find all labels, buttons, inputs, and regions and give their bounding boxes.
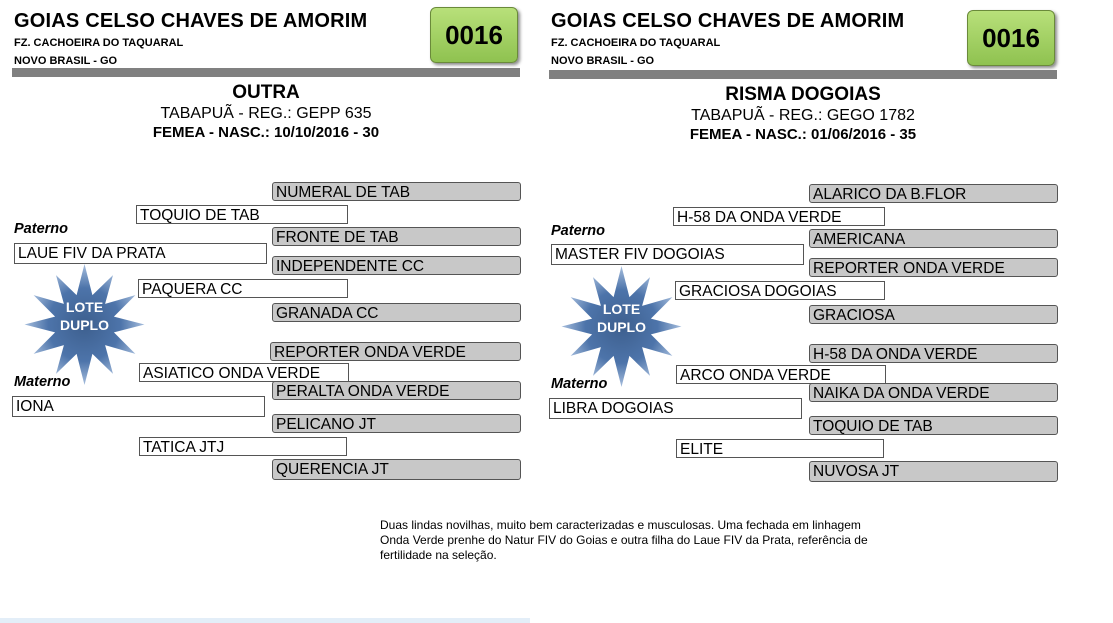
badge-line-1: LOTE <box>602 301 641 317</box>
description-text: Duas lindas novilhas, muito bem caracterizadas e musculosas. Uma fechada em linhagem Onda Verde prenhe do Natur FIV do Goias e outra filha do Laue FIV da Prata, referência de fertilidade na seleção. <box>380 518 868 562</box>
ggp-4: GRACIOSA <box>809 305 1058 324</box>
badge-line-2: DUPLO <box>597 319 646 335</box>
animal-name: OUTRA <box>232 82 300 103</box>
animal-card-left <box>12 0 532 500</box>
divider-bar <box>12 68 520 77</box>
ggp-6: PERALTA ONDA VERDE <box>272 381 521 400</box>
divider-bar <box>549 70 1057 79</box>
sire-dam: PAQUERA CC <box>138 279 348 298</box>
animal-card-right <box>549 0 1069 500</box>
animal-sex-birth: FEMEA - NASC.: 10/10/2016 - 30 <box>152 124 380 141</box>
lot-number-badge: 0016 <box>430 7 518 63</box>
animal-name: RISMA DOGOIAS <box>725 84 881 105</box>
bottom-strip <box>0 618 530 623</box>
dam-dam: ELITE <box>676 439 884 458</box>
farm-subtitle: FZ. CACHOEIRA DO TAQUARAL <box>14 37 184 49</box>
ggp-6: NAIKA DA ONDA VERDE <box>809 383 1058 402</box>
sire-dam: GRACIOSA DOGOIAS <box>675 281 885 300</box>
dam-sire: ARCO ONDA VERDE <box>676 365 886 384</box>
dam-sire: ASIATICO ONDA VERDE <box>139 363 349 382</box>
animal-breed-registration: TABAPUÃ - REG.: GEGO 1782 <box>691 107 915 124</box>
dam: LIBRA DOGOIAS <box>549 398 802 419</box>
farm-subtitle: FZ. CACHOEIRA DO TAQUARAL <box>551 37 721 49</box>
badge-line-1: LOTE <box>65 299 104 315</box>
animal-breed-registration: TABAPUÃ - REG.: GEPP 635 <box>160 105 372 122</box>
ggp-7: TOQUIO DE TAB <box>809 416 1058 435</box>
ggp-1: NUMERAL DE TAB <box>272 182 521 201</box>
ggp-5: REPORTER ONDA VERDE <box>270 342 521 361</box>
ggp-2: FRONTE DE TAB <box>272 227 521 246</box>
paterno-label: Paterno <box>551 223 605 239</box>
farm-name: GOIAS CELSO CHAVES DE AMORIM <box>14 10 368 32</box>
sire-sire: TOQUIO DE TAB <box>136 205 348 224</box>
ggp-7: PELICANO JT <box>272 414 521 433</box>
sire-sire: H-58 DA ONDA VERDE <box>673 207 885 226</box>
lot-number-badge: 0016 <box>967 10 1055 66</box>
sire: LAUE FIV DA PRATA <box>14 243 267 264</box>
dam: IONA <box>12 396 265 417</box>
materno-label: Materno <box>14 374 71 390</box>
badge-line-2: DUPLO <box>60 317 109 333</box>
dam-dam: TATICA JTJ <box>139 437 347 456</box>
animal-sex-birth: FEMEA - NASC.: 01/06/2016 - 35 <box>689 126 917 143</box>
farm-location: NOVO BRASIL - GO <box>551 55 655 67</box>
ggp-5: H-58 DA ONDA VERDE <box>809 344 1058 363</box>
farm-location: NOVO BRASIL - GO <box>14 55 118 67</box>
ggp-8: QUERENCIA JT <box>272 459 521 480</box>
farm-name: GOIAS CELSO CHAVES DE AMORIM <box>551 10 905 32</box>
ggp-3: REPORTER ONDA VERDE <box>809 258 1058 277</box>
ggp-1: ALARICO DA B.FLOR <box>809 184 1058 203</box>
ggp-3: INDEPENDENTE CC <box>272 256 521 275</box>
paterno-label: Paterno <box>14 221 68 237</box>
materno-label: Materno <box>551 376 608 392</box>
ggp-2: AMERICANA <box>809 229 1058 248</box>
ggp-4: GRANADA CC <box>272 303 521 322</box>
ggp-8: NUVOSA JT <box>809 461 1058 482</box>
sire: MASTER FIV DOGOIAS <box>551 244 804 265</box>
